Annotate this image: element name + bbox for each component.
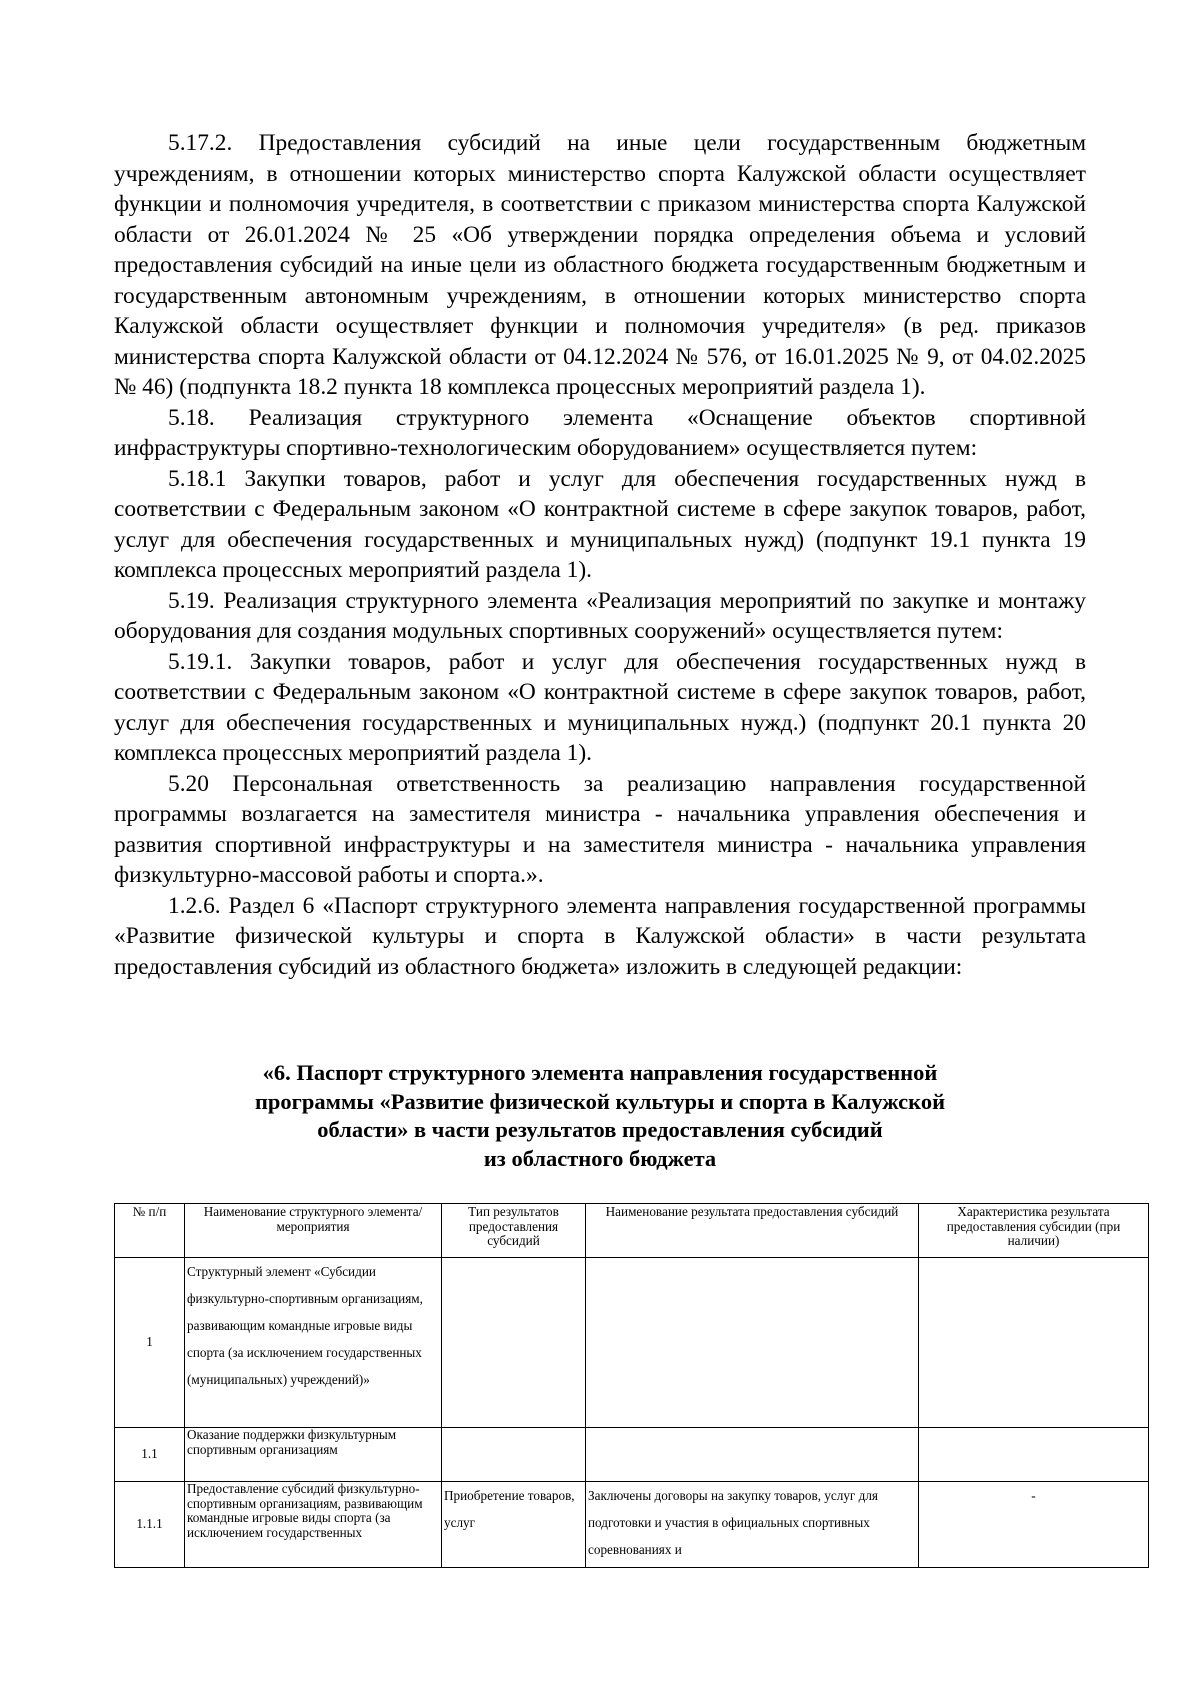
header-type: Тип результатов предоставления субсидий	[442, 1204, 586, 1258]
row-result: Заключены договоры на закупку товаров, услуг для подготовки и участия в официальных спортивных соревнованиях и	[586, 1482, 919, 1568]
row-num: 1	[115, 1258, 185, 1428]
row-characteristic: -	[919, 1482, 1149, 1568]
section-title-line: области» в части результатов предоставления субсидий	[317, 1117, 883, 1142]
paragraph-5-19: 5.19. Реализация структурного элемента «Реализация мероприятий по закупке и монтажу оборудования для создания модульных спортивных сооружений» осуществляется путем:	[114, 587, 1086, 644]
row-type	[442, 1258, 586, 1428]
row-num: 1.1	[115, 1428, 185, 1482]
section-title	[114, 1059, 1086, 1173]
header-name: Наименование структурного элемента/мероприятия	[185, 1204, 442, 1258]
row-result	[586, 1258, 919, 1428]
row-characteristic	[919, 1428, 1149, 1482]
row-num: 1.1.1	[115, 1482, 185, 1568]
row-characteristic	[919, 1258, 1149, 1428]
paragraph-5-18-1: 5.18.1 Закупки товаров, работ и услуг для обеспечения государственных нужд в соответствии с Федеральным законом «О контрактной системе в сфере закупок товаров, работ, услуг для обеспечения государственных и муниципальных нужд) (подпункт 19.1 пункта 19 комплекса процессных мероприятий раздела 1).	[114, 465, 1086, 583]
row-name: Предоставление субсидий физкультурно-спортивным организациям, развивающим командные игровые виды спорта (за исключением государственных	[185, 1482, 442, 1568]
paragraph-5-18: 5.18. Реализация структурного элемента «Оснащение объектов спортивной инфраструктуры спортивно-технологическим оборудованием» осуществляется путем:	[114, 404, 1086, 461]
row-type	[442, 1428, 586, 1482]
results-table	[114, 1203, 1149, 1568]
table-row	[115, 1258, 1149, 1428]
row-result	[586, 1428, 919, 1482]
section-title-line: из областного бюджета	[483, 1145, 717, 1171]
section-title-line: программы «Развитие физической культуры и спорта в Калужской	[254, 1088, 946, 1114]
header-result: Наименование результата предоставления субсидий	[586, 1204, 919, 1258]
row-name: Структурный элемент «Субсидии физкультурно-спортивным организациям, развивающим командные игровые виды спорта (за исключением государственных (муниципальных) учреждений)»	[185, 1258, 442, 1428]
paragraph-5-20: 5.20 Персональная ответственность за реализацию направления государственной программы возлагается на заместителя министра - начальника управления обеспечения и развития спортивной инфраструктуры и на заместителя министра - начальника управления физкультурно-массовой работы и спорта.».	[114, 770, 1086, 888]
table-row	[115, 1428, 1149, 1482]
paragraph-5-17-2: 5.17.2. Предоставления субсидий на иные цели государственным бюджетным учреждениям, в отношении которых министерство спорта Калужской области осуществляет функции и полномочия учредителя, в соответствии с приказом министерства спорта Калужской области от 26.01.2024 № 25 «Об утверждении порядка определения объема и условий предоставления субсидий на иные цели из областного бюджета государственным бюджетным и государственным автономным учреждениям, в отношении которых министерство спорта Калужской области осуществляет функции и полномочия учредителя» (в ред. приказов министерства спорта Калужской области от 04.12.2024 № 576, от 16.01.2025 № 9, от 04.02.2025 № 46) (подпункта 18.2 пункта 18 комплекса процессных мероприятий раздела 1).	[114, 130, 1086, 400]
paragraph-5-19-1: 5.19.1. Закупки товаров, работ и услуг для обеспечения государственных нужд в соответствии с Федеральным законом «О контрактной системе в сфере закупок товаров, работ, услуг для обеспечения государственных и муниципальных нужд.) (подпункт 20.1 пункта 20 комплекса процессных мероприятий раздела 1).	[114, 648, 1086, 766]
paragraph-1-2-6: 1.2.6. Раздел 6 «Паспорт структурного элемента направления государственной программы «Развитие физической культуры и спорта в Калужской области» в части результата предоставления субсидий из областного бюджета» изложить в следующей редакции:	[114, 892, 1086, 980]
header-num: № п/п	[115, 1204, 185, 1258]
row-name: Оказание поддержки физкультурным спортивным организациям	[185, 1428, 442, 1482]
header-characteristic: Характеристика результата предоставления субсидии (при наличии)	[919, 1204, 1149, 1258]
row-type: Приобретение товаров, услуг	[442, 1482, 586, 1568]
body-text	[114, 128, 1086, 982]
table-row	[115, 1482, 1149, 1568]
section-title-line: «6. Паспорт структурного элемента направления государственной	[262, 1060, 938, 1085]
table-header-row	[115, 1204, 1149, 1258]
